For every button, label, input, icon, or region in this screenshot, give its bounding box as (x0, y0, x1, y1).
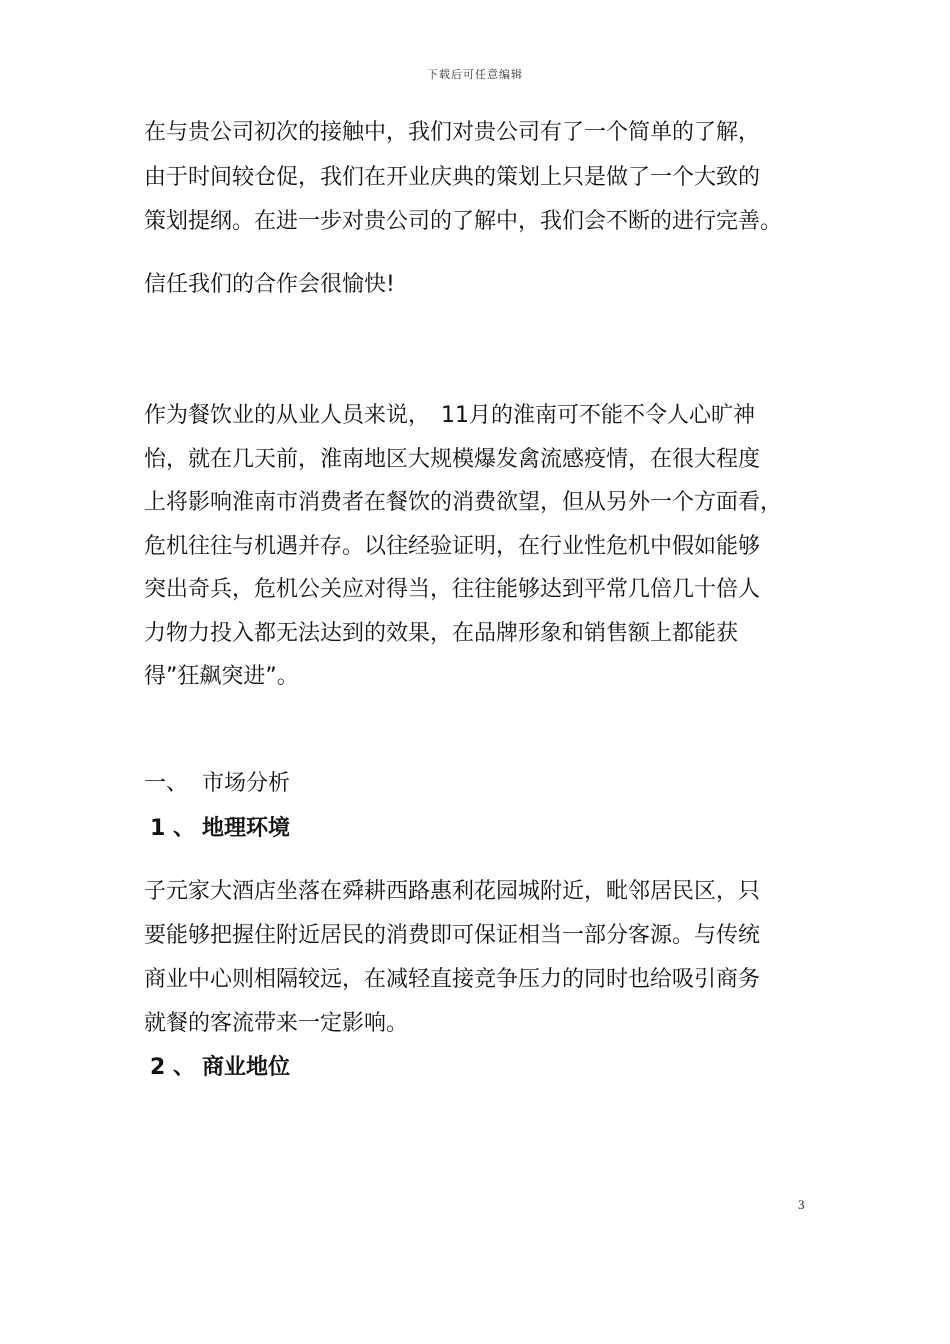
intro-line: 策划提纲。在进一步对贵公司的了解中，我们会不断的进行完善。 (144, 209, 783, 234)
background-line: 作为餐饮业的从业人员来说， 11月的淮南可不能不令人心旷神 (144, 403, 755, 428)
page-number: 3 (798, 1197, 805, 1212)
section-number: 一、 (144, 771, 189, 796)
intro-line: 在与贵公司初次的接触中，我们对贵公司有了一个简单的了解， (144, 120, 761, 145)
subheading-commercial-position (144, 1054, 290, 1082)
geo-line: 要能够把握住附近居民的消费即可保证相当一部分客源。与传统 (144, 923, 761, 948)
subheading-number: 2 、 (150, 1055, 195, 1080)
subheading-number: 1 、 (150, 816, 195, 841)
background-line: 上将影响淮南市消费者在餐饮的消费欲望，但从另外一个方面看， (144, 490, 783, 515)
background-line: 得”狂飙突进”。 (144, 664, 299, 689)
geo-line: 就餐的客流带来一定影响。 (144, 1011, 409, 1036)
background-line: 危机往往与机遇并存。以往经验证明，在行业性危机中假如能够 (144, 534, 761, 559)
intro-line: 信任我们的合作会很愉快! (144, 272, 395, 297)
background-line: 怡，就在几天前，淮南地区大规模爆发禽流感疫情，在很大程度 (144, 447, 761, 472)
subheading-title: 商业地位 (202, 1055, 291, 1080)
background-line: 力物力投入都无法达到的效果，在品牌形象和销售额上都能获 (144, 621, 739, 646)
subheading-geography (144, 815, 290, 843)
section-title: 市场分析 (202, 771, 291, 796)
background-line: 突出奇兵，危机公关应对得当，往往能够达到平常几倍几十倍人 (144, 577, 761, 602)
geo-line: 商业中心则相隔较远，在减轻直接竞争压力的同时也给吸引商务 (144, 967, 761, 992)
intro-line: 由于时间较仓促，我们在开业庆典的策划上只是做了一个大致的 (144, 165, 761, 190)
subheading-title: 地理环境 (202, 816, 291, 841)
section-heading-market-analysis (144, 770, 290, 798)
geo-line: 子元家大酒店坐落在舜耕西路惠利花园城附近，毗邻居民区，只 (144, 879, 761, 904)
page-header: 下载后可任意编辑 (427, 68, 523, 81)
